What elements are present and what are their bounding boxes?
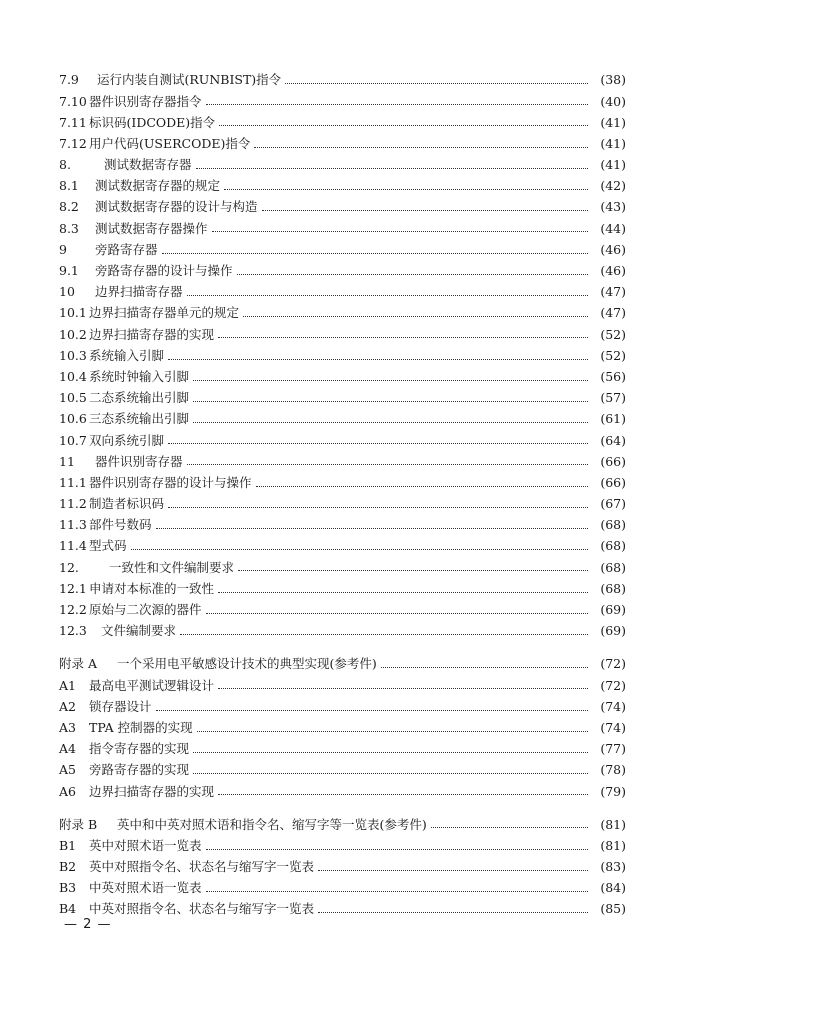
toc-title: 器件识别寄存器的设计与操作 <box>89 474 252 490</box>
toc-title: 申请对本标准的一致性 <box>89 580 215 596</box>
toc-number: 附录 A <box>59 656 98 672</box>
toc-number: A4 <box>59 741 76 757</box>
toc-leader <box>193 401 588 402</box>
toc-number: 8.2 <box>59 199 79 215</box>
toc-title: 中英对照指令名、状态名与缩写字一览表 <box>89 901 315 917</box>
toc-leader <box>206 613 588 614</box>
toc-number: 10.5 <box>59 390 87 406</box>
toc-number: 7.12 <box>59 135 87 151</box>
toc-title: 系统输入引脚 <box>89 347 165 363</box>
toc-leader <box>431 827 588 828</box>
toc-entry[interactable] <box>59 303 626 324</box>
toc-title: 最高电平测试逻辑设计 <box>89 677 215 693</box>
toc-title: 旁路寄存器的实现 <box>89 762 190 778</box>
toc-title: 英中和中英对照术语和指令名、缩写字等一览表(参考件) <box>117 816 427 832</box>
toc-title: 型式码 <box>89 538 127 554</box>
toc-number: A1 <box>59 677 76 693</box>
toc-title: 三态系统输出引脚 <box>89 411 190 427</box>
toc-number: 12.2 <box>59 602 87 618</box>
toc-leader <box>193 752 588 753</box>
toc-leader <box>193 773 588 774</box>
toc-leader <box>218 337 588 338</box>
toc-number: 7.10 <box>59 93 87 109</box>
toc-entry[interactable] <box>59 345 626 366</box>
toc-number: 11 <box>59 453 75 469</box>
toc-entry[interactable] <box>59 112 626 133</box>
toc-entry[interactable] <box>59 430 626 451</box>
toc-number: 7.9 <box>59 72 79 88</box>
toc-leader <box>256 486 588 487</box>
toc-title: 测试数据寄存器的规定 <box>95 178 221 194</box>
toc-entry[interactable] <box>59 675 626 696</box>
toc-page: (69) <box>600 623 626 639</box>
toc-leader <box>206 104 588 105</box>
toc-page: (66) <box>600 474 626 490</box>
toc-leader <box>168 359 588 360</box>
toc-page: (68) <box>600 559 626 575</box>
toc-number: 10.1 <box>59 305 87 321</box>
toc-page: (52) <box>600 347 626 363</box>
toc-number: 10.3 <box>59 347 87 363</box>
toc-title: 部件号数码 <box>89 517 152 533</box>
toc-title: 文件编制要求 <box>101 623 177 639</box>
toc-title: 双向系统引脚 <box>89 432 165 448</box>
toc-leader <box>156 528 588 529</box>
toc-leader <box>285 83 588 84</box>
toc-leader <box>168 443 588 444</box>
toc-number: 附录 B <box>59 816 98 832</box>
toc-number: 11.4 <box>59 538 87 554</box>
toc-title: 标识码(IDCODE)指令 <box>89 114 216 130</box>
toc-entry[interactable] <box>59 91 626 112</box>
toc-title: 原始与二次源的器件 <box>89 602 202 618</box>
toc-number: A6 <box>59 783 76 799</box>
toc-entry[interactable] <box>59 197 626 218</box>
toc-entry[interactable] <box>59 388 626 409</box>
toc-entry[interactable] <box>59 739 626 760</box>
toc-title: 边界扫描寄存器单元的规定 <box>89 305 240 321</box>
toc-entry[interactable] <box>59 621 626 642</box>
toc-page: (64) <box>600 432 626 448</box>
toc-leader <box>162 253 588 254</box>
toc-page: (67) <box>600 496 626 512</box>
toc-number: 9.1 <box>59 263 79 279</box>
toc-title: 器件识别寄存器 <box>95 453 183 469</box>
toc-leader <box>318 870 588 871</box>
toc-number: A3 <box>59 719 76 735</box>
toc-title: 测试数据寄存器操作 <box>95 220 208 236</box>
toc-number: A5 <box>59 762 76 778</box>
toc-leader <box>262 210 588 211</box>
toc-title: 二态系统输出引脚 <box>89 390 190 406</box>
toc-number: 10.6 <box>59 411 87 427</box>
toc-leader <box>224 189 588 190</box>
toc-leader <box>254 147 588 148</box>
toc-number: 8.1 <box>59 178 79 194</box>
toc-page: (77) <box>600 741 626 757</box>
toc-title: 系统时钟输入引脚 <box>89 368 190 384</box>
toc-leader <box>218 592 588 593</box>
toc-title: 旁路寄存器 <box>95 241 158 257</box>
toc-title: 一个采用电平敏感设计技术的典型实现(参考件) <box>117 656 377 672</box>
toc-leader <box>196 168 588 169</box>
toc-leader <box>238 570 588 571</box>
toc-title: 一致性和文件编制要求 <box>109 559 235 575</box>
toc-leader <box>193 422 588 423</box>
toc-entry[interactable] <box>59 494 626 515</box>
toc-page: (68) <box>600 517 626 533</box>
toc-leader <box>218 794 588 795</box>
toc-page: (46) <box>600 241 626 257</box>
toc-entry[interactable] <box>59 878 626 899</box>
table-of-contents <box>59 70 626 920</box>
toc-page: (46) <box>600 263 626 279</box>
toc-entry[interactable] <box>59 240 626 261</box>
toc-number: 10.7 <box>59 432 87 448</box>
toc-page: (74) <box>600 719 626 735</box>
toc-number: B2 <box>59 859 77 875</box>
toc-entry[interactable] <box>59 760 626 781</box>
toc-number: A2 <box>59 698 76 714</box>
toc-page: (68) <box>600 538 626 554</box>
toc-leader <box>237 274 588 275</box>
toc-entry[interactable] <box>59 536 626 557</box>
toc-number: 9 <box>59 241 67 257</box>
toc-page: (56) <box>600 368 626 384</box>
toc-entry[interactable] <box>59 836 626 857</box>
toc-page: (42) <box>600 178 626 194</box>
toc-page: (40) <box>600 93 626 109</box>
toc-title: 中英对照术语一览表 <box>89 880 202 896</box>
toc-page: (57) <box>600 390 626 406</box>
toc-page: (72) <box>600 656 626 672</box>
toc-page: (74) <box>600 698 626 714</box>
toc-number: 7.11 <box>59 114 87 130</box>
toc-page: (72) <box>600 677 626 693</box>
toc-title: 测试数据寄存器的设计与构造 <box>95 199 258 215</box>
toc-title: TPA 控制器的实现 <box>89 719 193 735</box>
toc-entry[interactable] <box>59 261 626 282</box>
toc-page: (85) <box>600 901 626 917</box>
toc-number: 8.3 <box>59 220 79 236</box>
toc-leader <box>212 231 588 232</box>
toc-entry[interactable] <box>59 451 626 472</box>
toc-page: (41) <box>600 157 626 173</box>
toc-leader <box>206 849 588 850</box>
toc-entry[interactable] <box>59 600 626 621</box>
toc-page: (79) <box>600 783 626 799</box>
toc-title: 锁存器设计 <box>89 698 152 714</box>
toc-number: 8. <box>59 157 71 173</box>
toc-title: 器件识别寄存器指令 <box>89 93 202 109</box>
toc-leader <box>318 912 588 913</box>
toc-entry[interactable] <box>59 324 626 345</box>
toc-title: 制造者标识码 <box>89 496 165 512</box>
toc-page: (38) <box>600 72 626 88</box>
toc-entry[interactable] <box>59 367 626 388</box>
toc-entry[interactable] <box>59 176 626 197</box>
toc-page: (66) <box>600 453 626 469</box>
toc-number: 10.2 <box>59 326 87 342</box>
toc-entry[interactable] <box>59 718 626 739</box>
toc-entry[interactable] <box>59 218 626 239</box>
toc-number: B3 <box>59 880 77 896</box>
toc-entry[interactable] <box>59 409 626 430</box>
toc-page: (43) <box>600 199 626 215</box>
toc-title: 指令寄存器的实现 <box>89 741 190 757</box>
toc-leader <box>193 380 588 381</box>
toc-page: (68) <box>600 580 626 596</box>
toc-page: (61) <box>600 411 626 427</box>
toc-leader <box>197 731 588 732</box>
toc-page: (81) <box>600 837 626 853</box>
toc-leader <box>131 549 588 550</box>
toc-page: (41) <box>600 114 626 130</box>
toc-page: (69) <box>600 602 626 618</box>
toc-entry[interactable] <box>59 857 626 878</box>
toc-title: 英中对照术语一览表 <box>89 837 202 853</box>
toc-number: 12. <box>59 559 79 575</box>
toc-entry[interactable] <box>59 557 626 578</box>
toc-entry[interactable] <box>59 814 626 835</box>
toc-leader <box>243 316 588 317</box>
toc-page: (47) <box>600 284 626 300</box>
toc-title: 用户代码(USERCODE)指令 <box>89 135 251 151</box>
toc-title: 边界扫描寄存器的实现 <box>89 326 215 342</box>
toc-page: (78) <box>600 762 626 778</box>
toc-entry[interactable] <box>59 781 626 802</box>
toc-entry[interactable] <box>59 696 626 717</box>
toc-page: (84) <box>600 880 626 896</box>
toc-entry[interactable] <box>59 579 626 600</box>
toc-number: B4 <box>59 901 77 917</box>
toc-leader <box>381 667 588 668</box>
page-number-footer: — 2 — <box>64 917 112 932</box>
toc-leader <box>218 688 588 689</box>
toc-leader <box>156 710 588 711</box>
toc-entry[interactable] <box>59 515 626 536</box>
toc-leader <box>206 891 588 892</box>
toc-title: 旁路寄存器的设计与操作 <box>95 263 233 279</box>
toc-number: 10.4 <box>59 368 87 384</box>
toc-number: 12.3 <box>59 623 87 639</box>
toc-entry[interactable] <box>59 282 626 303</box>
toc-leader <box>168 507 588 508</box>
toc-leader <box>219 125 588 126</box>
toc-entry[interactable] <box>59 155 626 176</box>
toc-number: 12.1 <box>59 580 87 596</box>
toc-title: 边界扫描寄存器的实现 <box>89 783 215 799</box>
toc-leader <box>187 464 588 465</box>
toc-number: 11.2 <box>59 496 87 512</box>
toc-title: 测试数据寄存器 <box>104 157 192 173</box>
toc-leader <box>180 634 588 635</box>
toc-title: 运行内装自测试(RUNBIST)指令 <box>97 72 282 88</box>
toc-title: 边界扫描寄存器 <box>95 284 183 300</box>
toc-entry[interactable] <box>59 654 626 675</box>
toc-entry[interactable] <box>59 70 626 91</box>
toc-page: (81) <box>600 816 626 832</box>
toc-number: 10 <box>59 284 75 300</box>
toc-entry[interactable] <box>59 134 626 155</box>
toc-leader <box>187 295 588 296</box>
toc-page: (41) <box>600 135 626 151</box>
toc-page: (52) <box>600 326 626 342</box>
toc-number: 11.1 <box>59 474 87 490</box>
toc-page: (83) <box>600 859 626 875</box>
toc-number: 11.3 <box>59 517 87 533</box>
toc-entry[interactable] <box>59 473 626 494</box>
toc-entry[interactable] <box>59 899 626 920</box>
toc-title: 英中对照指令名、状态名与缩写字一览表 <box>89 859 315 875</box>
toc-page: (47) <box>600 305 626 321</box>
toc-number: B1 <box>59 837 77 853</box>
toc-page: (44) <box>600 220 626 236</box>
